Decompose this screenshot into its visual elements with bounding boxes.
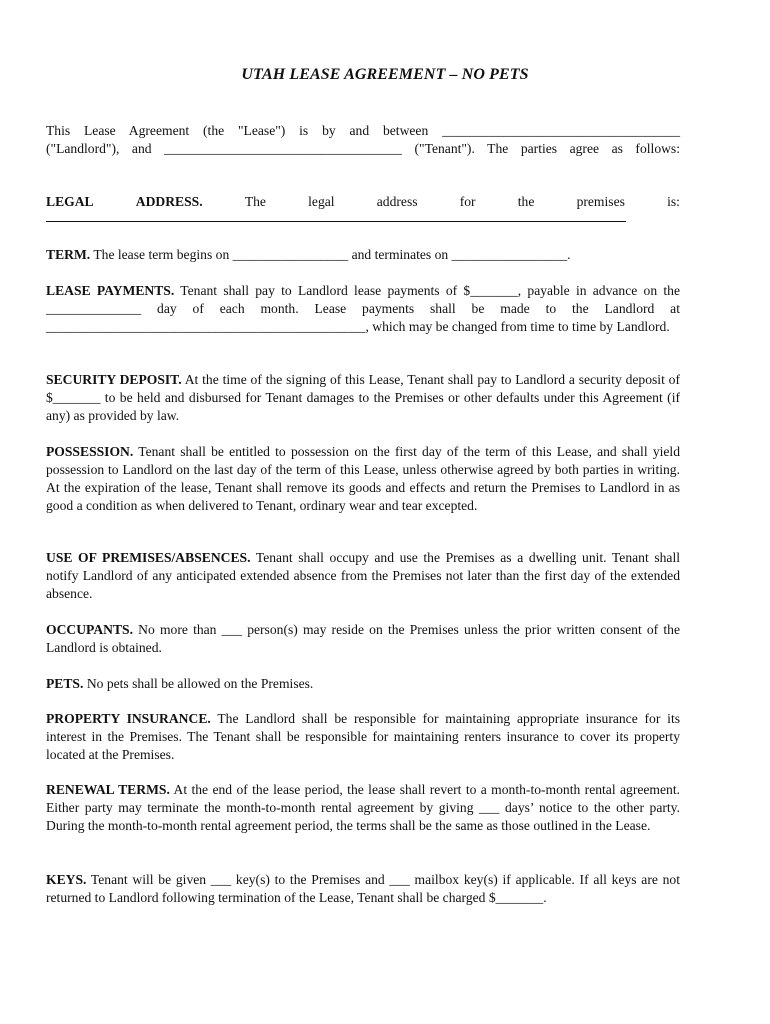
pets-text: No pets shall be allowed on the Premises. [86, 676, 314, 691]
possession-section [46, 443, 680, 515]
legal-address-word-6: for [459, 194, 476, 209]
keys-heading: KEYS. [46, 872, 87, 887]
possession-heading: POSSESSION. [46, 444, 134, 459]
security-deposit-section [46, 371, 680, 425]
occupants-text: No more than ___ person(s) may reside on the Premises unless the prior written consent of the Landlord is obtained. [46, 622, 680, 655]
security-deposit-heading: SECURITY DEPOSIT. [46, 372, 182, 387]
intro-line-2: ("Landlord"), and ___________________________________ ("Tenant"). The parties agree as follows: [46, 141, 680, 156]
pets-section [46, 675, 680, 693]
occupants-heading: OCCUPANTS. [46, 622, 133, 637]
use-of-premises-text: Tenant shall occupy and use the Premises as a dwelling unit. Tenant shall notify Landlord of any anticipated extended absence from the Premises not later than the first day of the extended absence. [46, 550, 681, 601]
term-text: The lease term begins on _________________ and terminates on _________________. [93, 247, 571, 262]
property-insurance-heading: PROPERTY INSURANCE. [46, 711, 211, 726]
security-deposit-text: At the time of the signing of this Lease, Tenant shall pay to Landlord a security deposit of $_______ to be held and disbursed for Tenant damages to the Premises or other defaults under this Agreement (if any) as provided by law. [46, 372, 680, 423]
lease-payments-section [46, 282, 680, 336]
legal-address-word-8: premises [576, 194, 625, 209]
property-insurance-text: The Landlord shall be responsible for maintaining appropriate insurance for its interest in the Premises. The Tenant shall be responsible for maintaining renters insurance to cover its property located at the Premises. [46, 711, 681, 762]
renewal-terms-section [46, 781, 680, 835]
term-section [46, 246, 680, 264]
occupants-section [46, 621, 680, 657]
renewal-terms-heading: RENEWAL TERMS. [46, 782, 170, 797]
keys-section [46, 871, 680, 907]
renewal-terms-text: At the end of the lease period, the lease shall revert to a month-to-month rental agreement. Either party may terminate the month-to-month rental agreement by giving ___ days’ notice to the other party. During the month-to-month rental agreement period, the terms shall be the same as those outlined in the Lease. [46, 782, 680, 833]
legal-address-word-3: The [244, 194, 266, 209]
use-of-premises-heading: USE OF PREMISES/ABSENCES. [46, 550, 251, 565]
lease-payments-heading: LEASE PAYMENTS. [46, 283, 175, 298]
legal-address-word-9: is: [667, 194, 680, 209]
intro-paragraph [46, 122, 680, 158]
legal-address-word-5: address [376, 194, 418, 209]
legal-address-word-2: ADDRESS. [135, 194, 203, 209]
legal-address-word-7: the [517, 194, 535, 209]
term-heading: TERM. [46, 247, 91, 262]
legal-address-word-1: LEGAL [46, 194, 94, 209]
intro-line-1: This Lease Agreement (the "Lease") is by and between ___________________________________ [46, 123, 680, 138]
property-insurance-section [46, 710, 680, 764]
legal-address-word-4: legal [308, 194, 335, 209]
legal-address-section [46, 193, 680, 222]
document-title: UTAH LEASE AGREEMENT – NO PETS [241, 66, 529, 83]
legal-address-blank-line[interactable] [46, 221, 626, 222]
use-of-premises-section [46, 549, 680, 603]
keys-text: Tenant will be given ___ key(s) to the Premises and ___ mailbox key(s) if applicable. If all keys are not returned to Landlord following termination of the Lease, Tenant shall be charged $_______. [46, 872, 680, 905]
pets-heading: PETS. [46, 676, 84, 691]
possession-text: Tenant shall be entitled to possession on the first day of the term of this Lease, and shall yield possession to Landlord on the last day of the term of this Lease, unless otherwise agreed by both parties in writing. At the expiration of the lease, Tenant shall remove its goods and effects and return the Premises to Landlord in as good a condition as when delivered to Tenant, ordinary wear and tear excepted. [46, 444, 680, 513]
legal-address-row [46, 193, 680, 211]
lease-payments-text: Tenant shall pay to Landlord lease payments of $_______, payable in advance on the ______________ day of each month. Lease payments shall be made to the Landlord at _______________________________________________, which may be changed from time to time by Landlord. [46, 283, 681, 334]
